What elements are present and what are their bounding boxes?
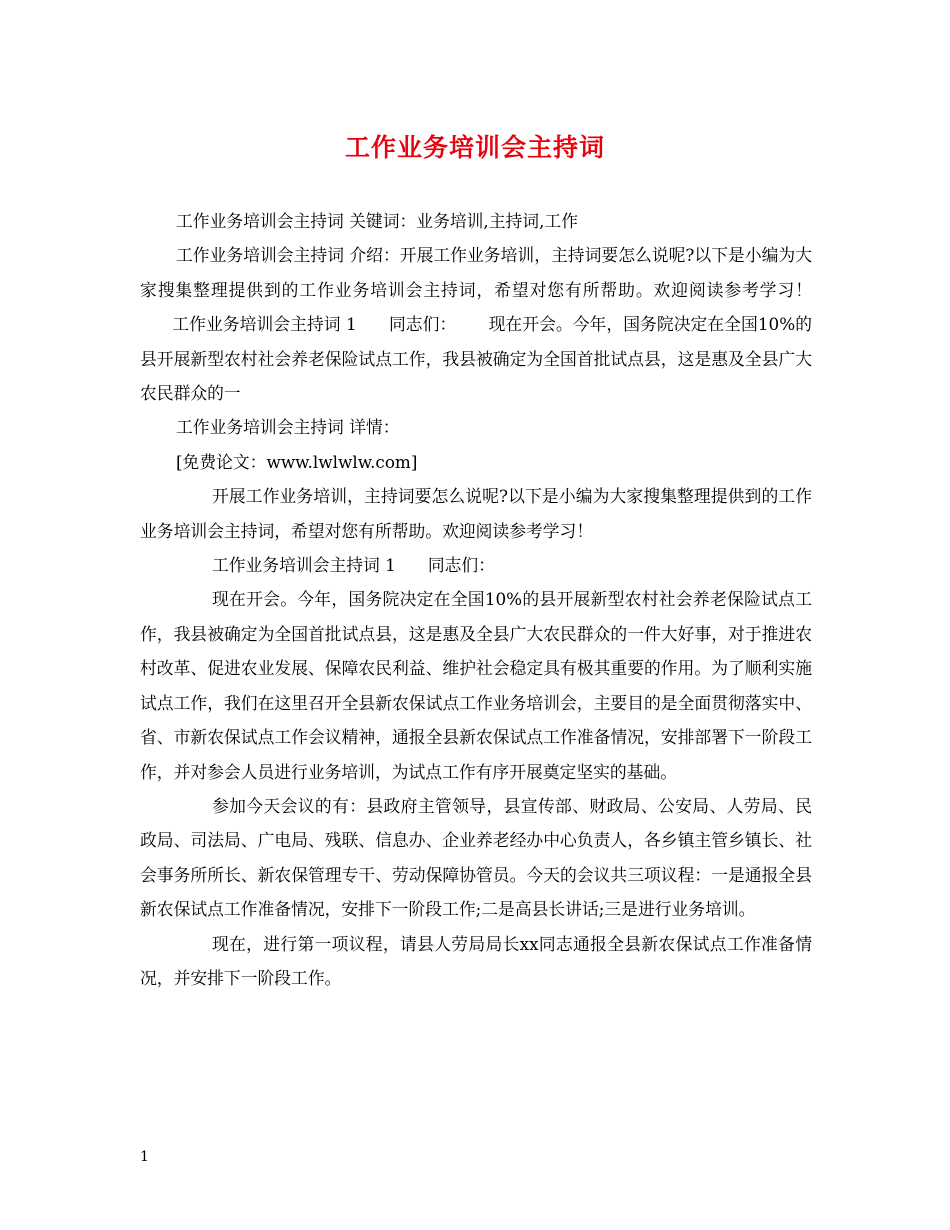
document-body <box>140 204 812 995</box>
body-paragraph: 现在开会。今年，国务院决定在全国10%的县开展新型农村社会养老保险试点工作，我县被确定为全国首批试点县，这是惠及全县广大农民群众的一件大好事，对于推进农村改革、促进农业发展、保障农民利益、维护社会稳定具有极其重要的作用。为了顺利实施试点工作，我们在这里召开全县新农保试点工作业务培训会，主要目的是全面贯彻落实中、省、市新农保试点工作会议精神，通报全县新农保试点工作准备情况，安排部署下一阶段工作，并对参会人员进行业务培训，为试点工作有序开展奠定坚实的基础。 <box>140 589 812 782</box>
details-line: 工作业务培训会主持词 详情： <box>176 417 400 438</box>
section-heading-line <box>140 548 812 582</box>
body-paragraph: 参加今天会议的有：县政府主管领导，县宣传部、财政局、公安局、人劳局、民政局、司法局、广电局、残联、信息办、企业养老经办中心负责人，各乡镇主管乡镇长、社会事务所所长、新农保管理专干、劳动保障协管员。今天的会议共三项议程：一是通报全县新农保试点工作准备情况，安排下一阶段工作;二是高县长讲话;三是进行业务培训。 <box>140 795 812 920</box>
section-heading: 工作业务培训会主持词 1 <box>212 555 396 576</box>
page-number: 1 <box>140 1149 149 1165</box>
intro-block <box>140 238 812 410</box>
body-paragraph: 开展工作业务培训，主持词要怎么说呢?以下是小编为大家搜集整理提供到的工作业务培训会主持词，希望对您有所帮助。欢迎阅读参考学习！ <box>140 486 812 541</box>
keywords-line <box>140 204 812 238</box>
intro-salutation: 同志们： <box>388 314 457 335</box>
intro-heading: 工作业务培训会主持词 1 <box>172 314 357 335</box>
body-paragraph: 现在，进行第一项议程，请县人劳局局长xx同志通报全县新农保试点工作准备情况，并安排下一阶段工作。 <box>140 933 812 988</box>
intro-text: 开展工作业务培训，主持词要怎么说呢?以下是小编为大家搜集整理提供到的工作业务培训会主持词，希望对您有所帮助。欢迎阅读参考学习！ <box>140 245 813 300</box>
intro-excerpt: 现在开会。今年，国务院决定在全国10%的县开展新型农村社会养老保险试点工作，我县被确定为全国首批试点县，这是惠及全县广大农民群众的一 <box>140 314 812 404</box>
document-title: 工作业务培训会主持词 <box>344 133 605 162</box>
keywords-value: 业务培训,主持词,工作 <box>416 211 578 231</box>
intro-label: 工作业务培训会主持词 介绍： <box>176 245 400 266</box>
salutation: 同志们： <box>427 555 495 576</box>
source-line: [免费论文：www.lwlwlw.com] <box>176 451 418 472</box>
keywords-label: 工作业务培训会主持词 关键词： <box>176 211 417 231</box>
